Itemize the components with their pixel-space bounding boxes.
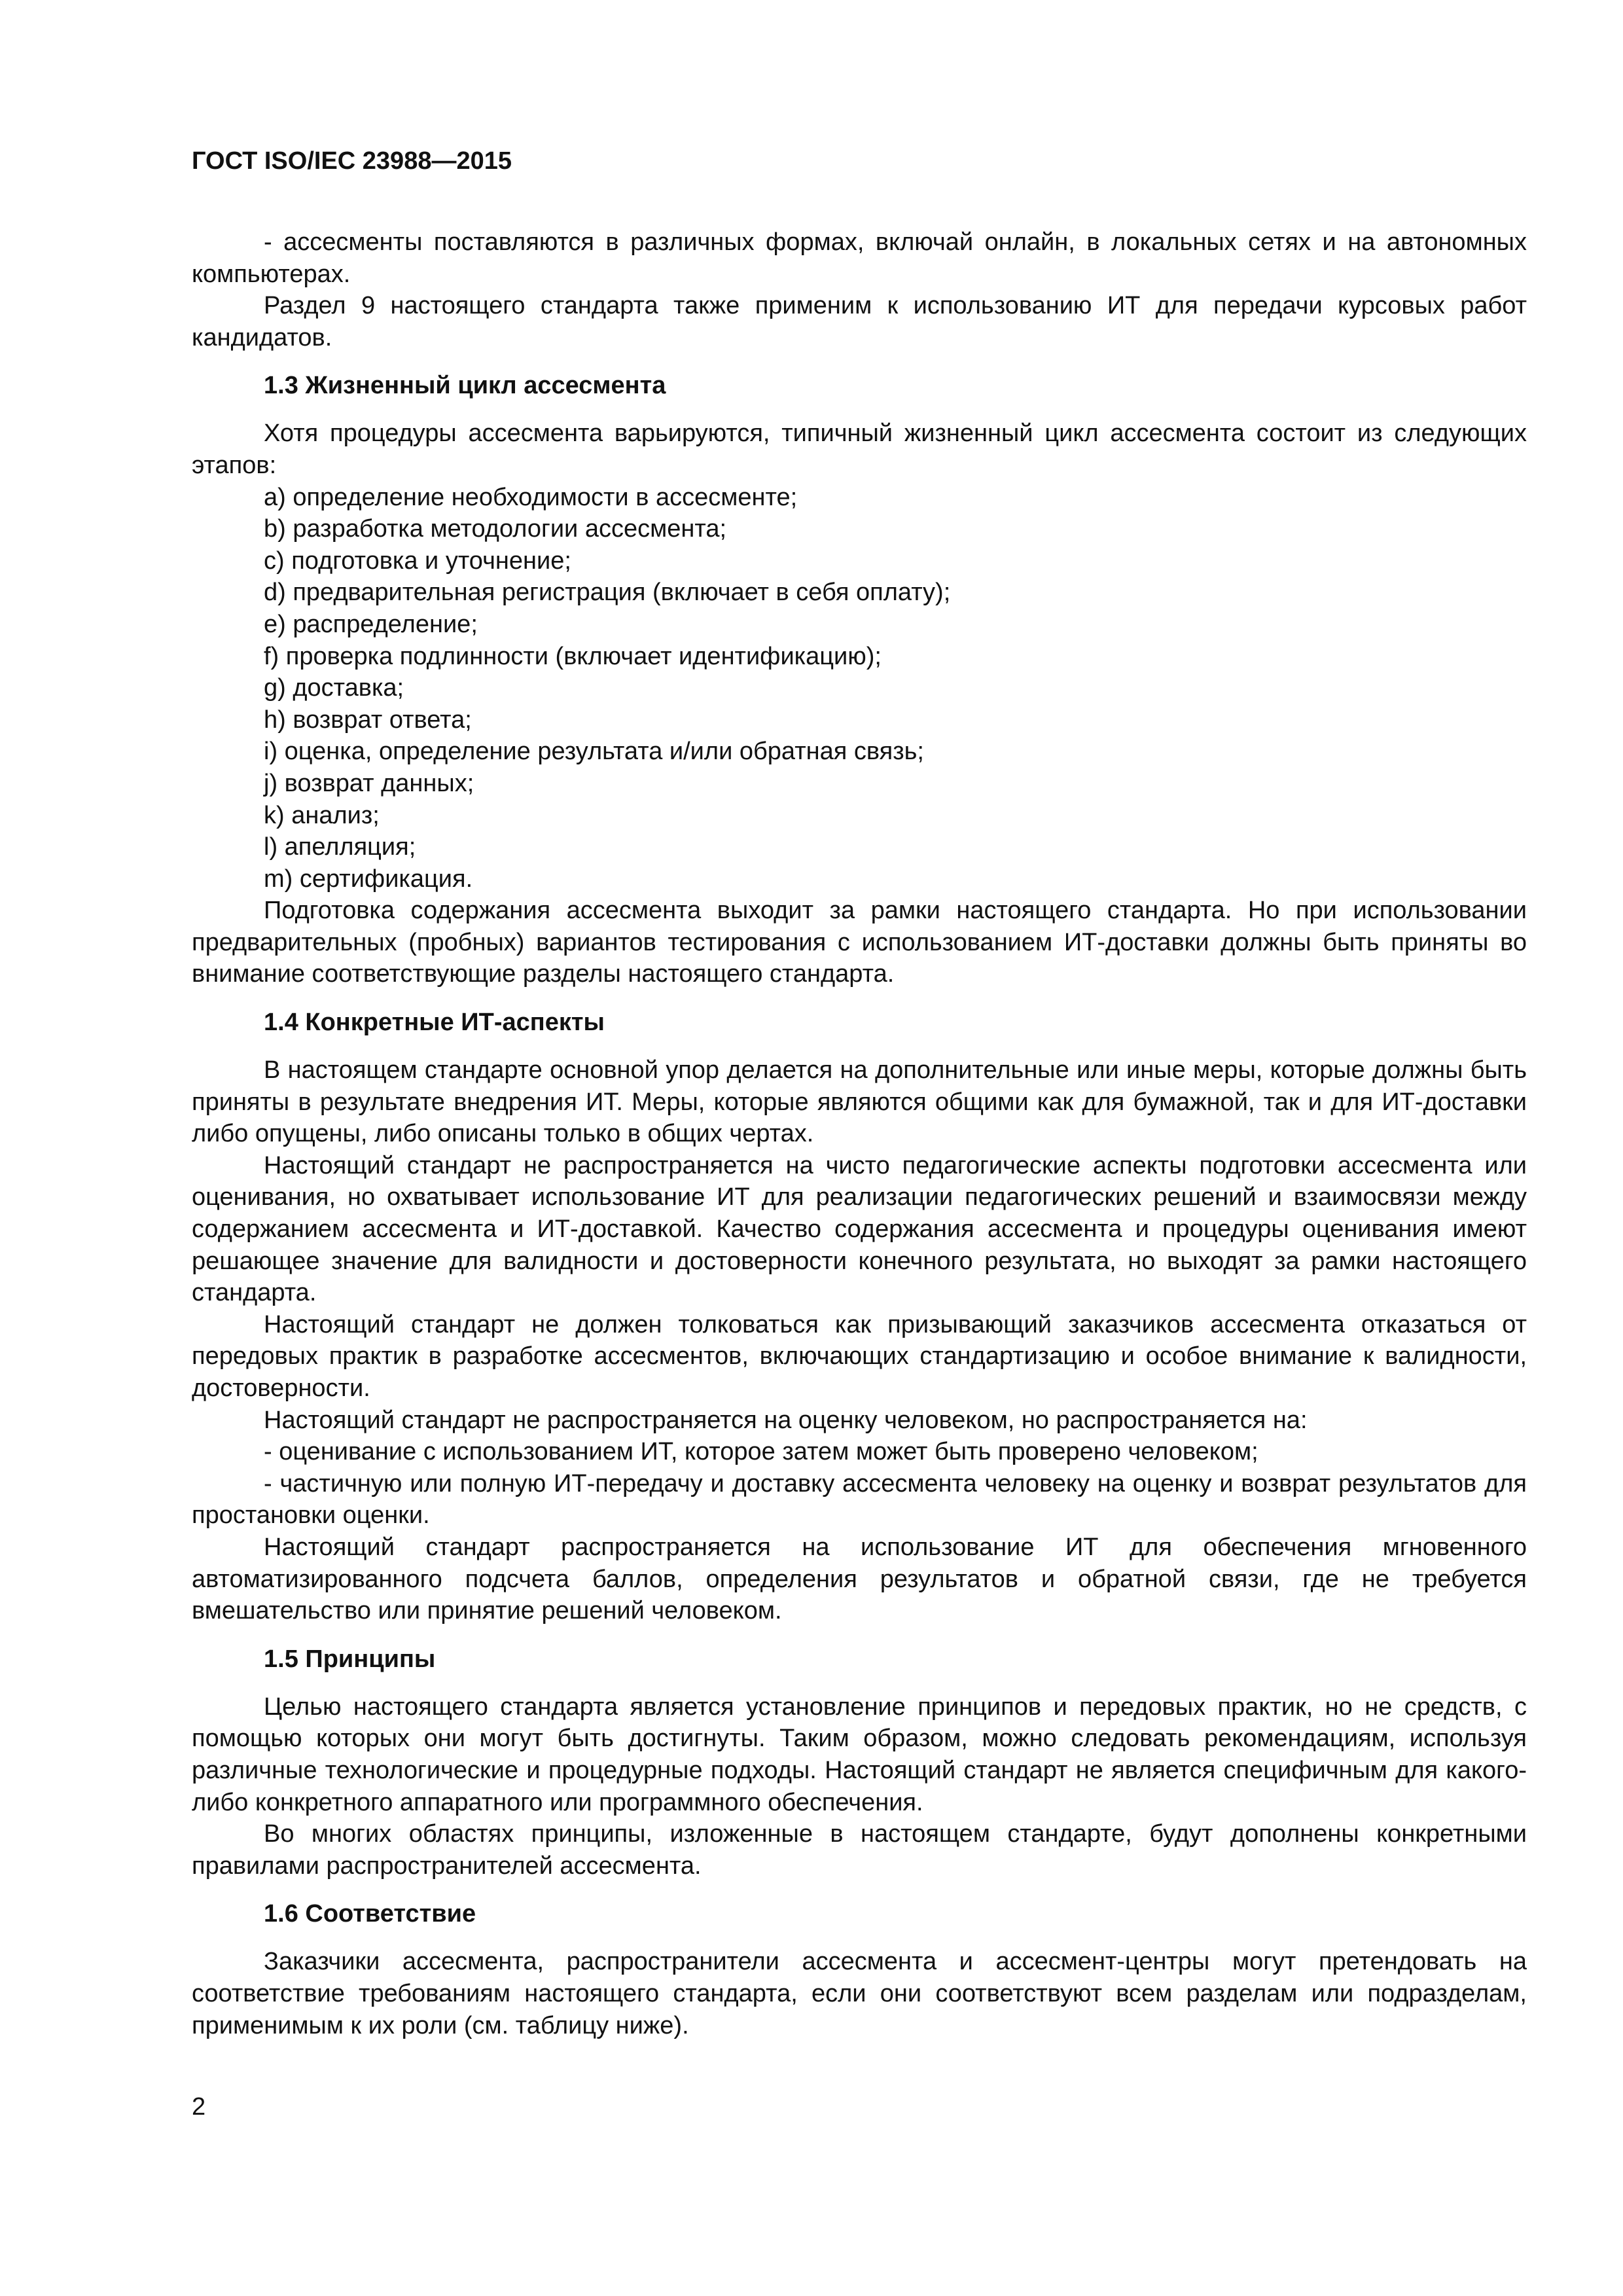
document-page bbox=[192, 145, 1527, 2041]
list-item: b) разработка методологии ассесмента; bbox=[264, 515, 727, 543]
intro-paragraph-2: Раздел 9 настоящего стандарта также применим к использованию ИТ для передачи курсовых работ кандидатов. bbox=[192, 292, 1527, 351]
list-item: d) предварительная регистрация (включает в себя оплату); bbox=[264, 579, 951, 607]
section-1-4-paragraph-5: Настоящий стандарт распространяется на использование ИТ для обеспечения мгновенного автоматизированного подсчета баллов, определения результатов и обратной связи, где не требуется вмешательство или принятие решений человеком. bbox=[192, 1533, 1527, 1625]
list-item: e) распределение; bbox=[264, 610, 478, 638]
intro-paragraph-1: - ассесменты поставляются в различных формах, включай онлайн, в локальных сетях и на автономных компьютерах. bbox=[192, 228, 1527, 288]
list-item: a) определение необходимости в ассесменте; bbox=[264, 483, 798, 511]
section-1-3-heading: 1.3 Жизненный цикл ассесмента bbox=[264, 372, 666, 400]
section-1-4-bullet-1: - оценивание с использованием ИТ, которое затем может быть проверено человеком; bbox=[264, 1438, 1258, 1466]
section-1-6-heading: 1.6 Соответствие bbox=[264, 1900, 476, 1928]
document-code-header: ГОСТ ISO/IEC 23988—2015 bbox=[192, 147, 512, 175]
list-item: j) возврат данных; bbox=[264, 769, 474, 797]
list-item: m) сертификация. bbox=[264, 865, 473, 893]
section-1-4-heading: 1.4 Конкретные ИТ-аспекты bbox=[264, 1009, 605, 1037]
section-1-5-heading: 1.5 Принципы bbox=[264, 1645, 436, 1673]
section-1-4-bullet-2: - частичную или полную ИТ-передачу и доставку ассесмента человеку на оценку и возврат результатов для простановки оценки. bbox=[192, 1469, 1527, 1530]
list-item: l) апелляция; bbox=[264, 833, 416, 861]
section-1-6-paragraph-1: Заказчики ассесмента, распространители ассесмента и ассесмент-центры могут претендовать на соответствие требованиям настоящего стандарта, если они соответствуют всем разделам или подразделам, применимым к их роли (см. таблицу ниже). bbox=[192, 1948, 1527, 2039]
section-1-4-paragraph-1: В настоящем стандарте основной упор делается на дополнительные или иные меры, которые должны быть приняты в результате внедрения ИТ. Меры, которые являются общими как для бумажной, так и для ИТ-доставки либо опущены, либо описаны только в общих чертах. bbox=[192, 1056, 1527, 1148]
section-1-4-paragraph-4: Настоящий стандарт не распространяется на оценку человеком, но распространяется на: bbox=[264, 1406, 1308, 1434]
list-item: f) проверка подлинности (включает идентификацию); bbox=[264, 642, 882, 670]
section-1-4-paragraph-3: Настоящий стандарт не должен толковаться как призывающий заказчиков ассесмента отказаться от передовых практик в разработке ассесментов, включающих стандартизацию и особое внимание к валидности, достоверности. bbox=[192, 1310, 1527, 1402]
section-1-4-paragraph-2: Настоящий стандарт не распространяется на чисто педагогические аспекты подготовки ассесмента или оценивания, но охватывает использование ИТ для реализации педагогических решений и взаимосвязи между содержанием ассесмента и ИТ-доставкой. Качество содержания ассесмента и процедуры оценивания имеют решающее значение для валидности и достоверности конечного результата, но выходят за рамки настоящего стандарта. bbox=[192, 1151, 1527, 1307]
lifecycle-list bbox=[192, 482, 1527, 895]
page-number: 2 bbox=[192, 2093, 206, 2121]
list-item: h) возврат ответа; bbox=[264, 706, 472, 734]
list-item: k) анализ; bbox=[264, 801, 380, 829]
section-1-5-paragraph-2: Во многих областях принципы, изложенные в настоящем стандарте, будут дополнены конкретными правилами распространителей ассесмента. bbox=[192, 1820, 1527, 1880]
section-1-5-paragraph-1: Целью настоящего стандарта является установление принципов и передовых практик, но не средств, с помощью которых они могут быть достигнуты. Таким образом, можно следовать рекомендациям, используя различные технологические и процедурные подходы. Настоящий стандарт не является специфичным для какого-либо конкретного аппаратного или программного обеспечения. bbox=[192, 1693, 1527, 1816]
section-1-3-lead: Хотя процедуры ассесмента варьируются, типичный жизненный цикл ассесмента состоит из следующих этапов: bbox=[192, 420, 1527, 479]
list-item: c) подготовка и уточнение; bbox=[264, 547, 571, 575]
list-item: i) оценка, определение результата и/или обратная связь; bbox=[264, 738, 924, 766]
list-item: g) доставка; bbox=[264, 674, 404, 702]
section-1-3-closing: Подготовка содержания ассесмента выходит за рамки настоящего стандарта. Но при использовании предварительных (пробных) вариантов тестирования с использованием ИТ-доставки должны быть приняты во внимание соответствующие разделы настоящего стандарта. bbox=[192, 897, 1527, 988]
